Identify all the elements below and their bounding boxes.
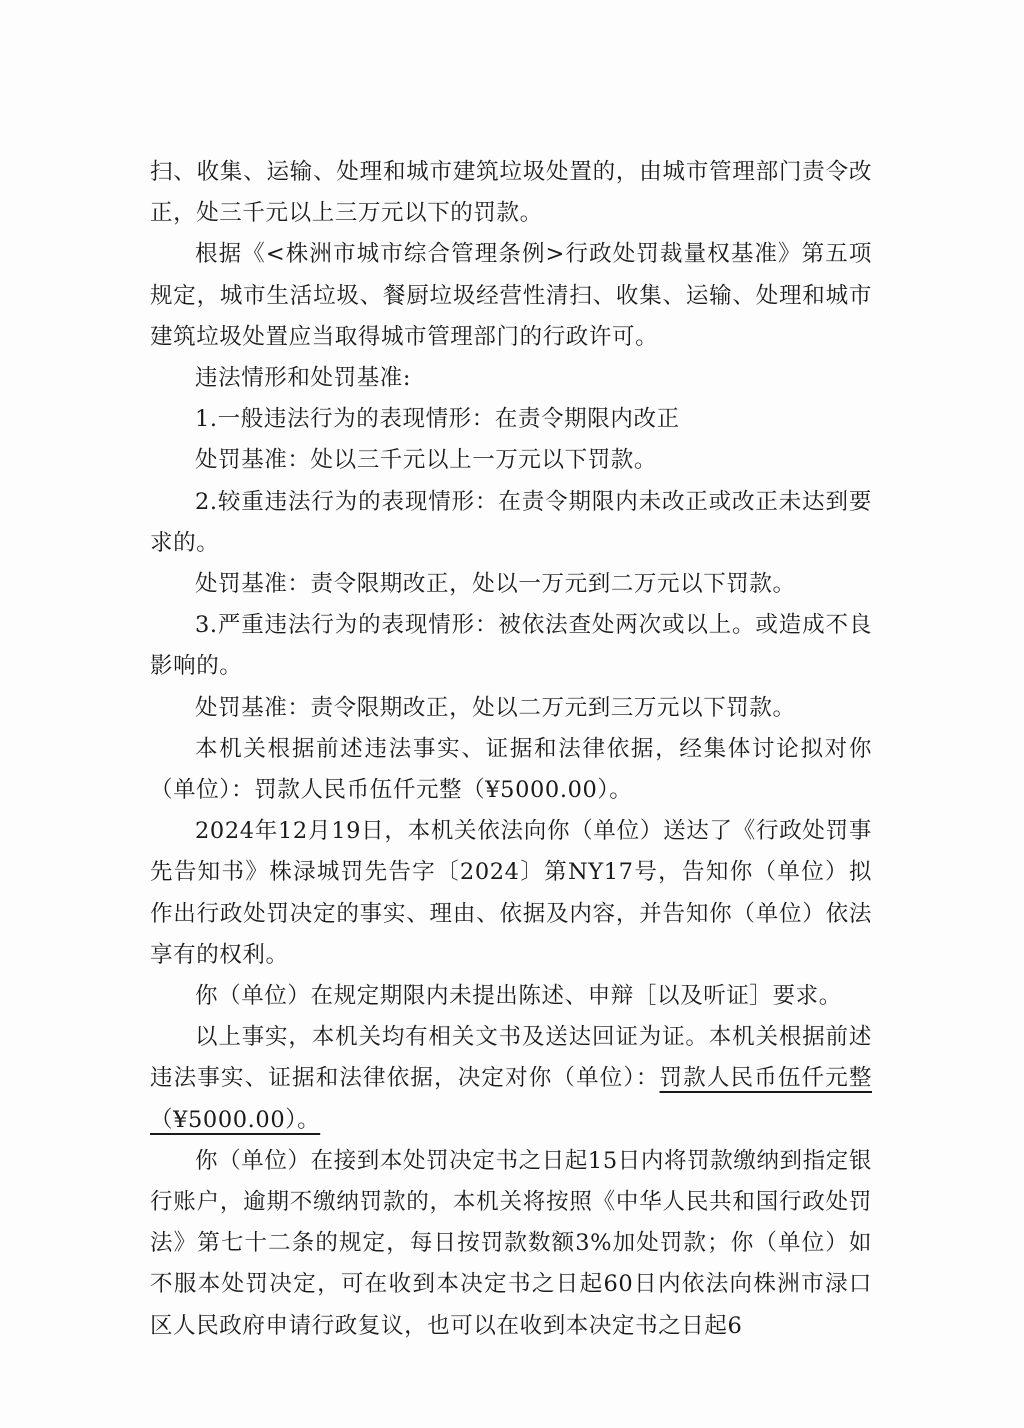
paragraph-general-penalty: 处罚基准：处以三千元以上一万元以下罚款。 — [195, 447, 658, 474]
paragraph-no-statement: 你（单位）在规定期限内未提出陈述、申辩［以及听证］要求。 — [195, 983, 842, 1010]
paragraph-legal-basis: 根据《<株洲市城市综合管理条例>行政处罚裁量权基准》第五项规定，城市生活垃圾、餐厨垃圾经营性清扫、收集、运输、处理和城市建筑垃圾处置应当取得城市管理部门的行政许可。 — [150, 241, 872, 350]
paragraph-general-violation: 1.一般违法行为的表现情形：在责令期限内改正 — [195, 406, 680, 433]
paragraph-serious-violation: 2.较重违法行为的表现情形：在责令期限内未改正或改正未达到要求的。 — [150, 488, 872, 556]
paragraph-severe-penalty: 处罚基准：责令限期改正，处以二万元到三万元以下罚款。 — [195, 694, 796, 721]
paragraph-penalty-clause: 扫、收集、运输、处理和城市建筑垃圾处置的，由城市管理部门责令改正，处三千元以上三万元以下的罚款。 — [150, 159, 872, 227]
paragraph-prior-notice: 2024年12月19日，本机关依法向你（单位）送达了《行政处罚事先告知书》株渌城罚先告字〔2024〕第NY17号，告知你（单位）拟作出行政处罚决定的事实、理由、依据及内容，并告知你（单位）依法享有的权利。 — [150, 818, 872, 968]
paragraph-payment-and-appeal: 你（单位）在接到本处罚决定书之日起15日内将罚款缴纳到指定银行账户，逾期不缴纳罚款的，本机关将按照《中华人民共和国行政处罚法》第七十二条的规定，每日按罚款数额3%加处罚款；你（单位）如不服本处罚决定，可在收到本决定书之日起60日内依法向株洲市渌口区人民政府申请行政复议，也可以在收到本决定书之日起6 — [150, 1147, 872, 1339]
paragraph-severe-violation: 3.严重违法行为的表现情形：被依法查处两次或以上。或造成不良影响的。 — [150, 612, 872, 680]
paragraph-decision — [150, 1017, 872, 1141]
paragraph-serious-penalty: 处罚基准：责令限期改正，处以一万元到二万元以下罚款。 — [195, 571, 796, 598]
paragraph-violation-heading: 违法情形和处罚基准: — [195, 365, 412, 392]
document-body — [150, 152, 872, 1347]
decision-penalty-amount: 罚款人民币伍仟元整（¥5000.00）。 — [150, 1065, 873, 1133]
paragraph-proposed-penalty: 本机关根据前述违法事实、证据和法律依据，经集体讨论拟对你（单位）：罚款人民币伍仟元整（¥5000.00）。 — [150, 735, 872, 804]
decision-lead-text: 以上事实，本机关均有相关文书及送达回证为证。本机关根据前述违法事实、证据和法律依据，决定对你（单位）： — [150, 1024, 872, 1092]
